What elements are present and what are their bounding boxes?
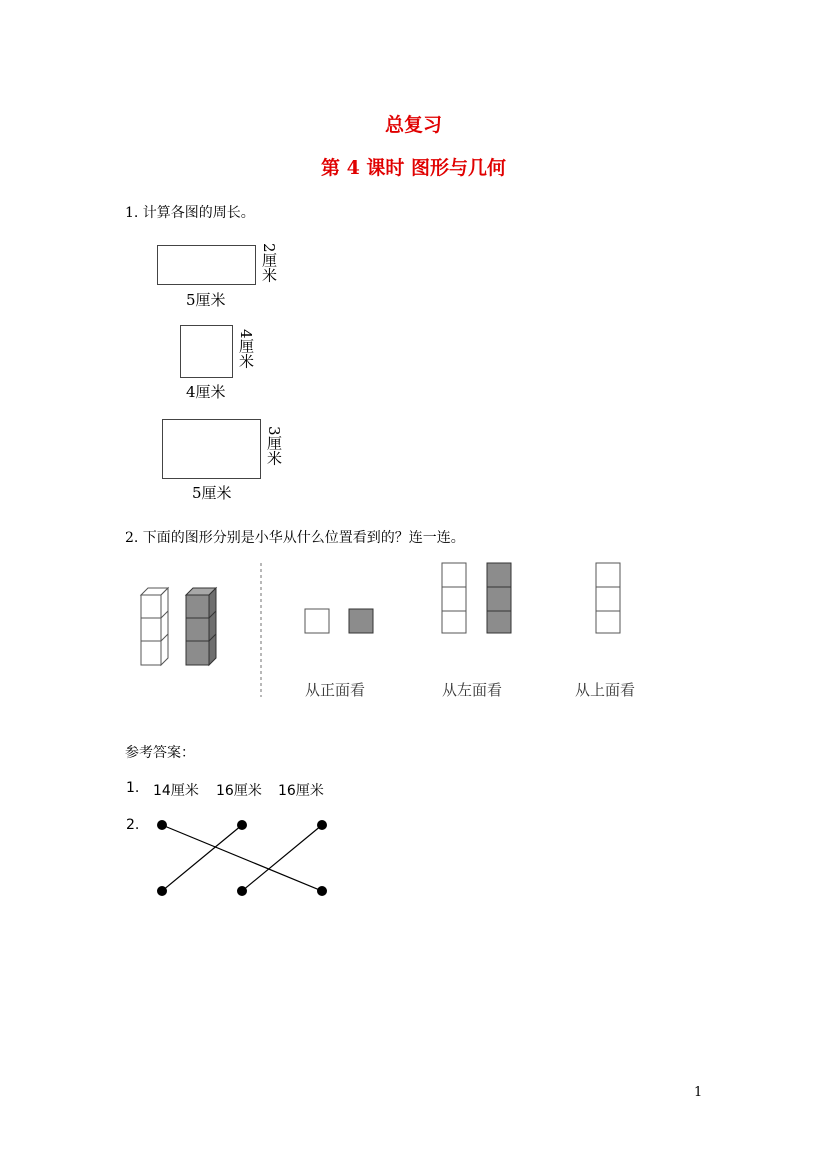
rectangle-1 <box>157 245 256 285</box>
question-1-label: 1. 计算各图的周长。 <box>125 205 255 221</box>
front-view-gray-square <box>349 609 373 633</box>
left-view-label: 从左面看 <box>442 681 503 699</box>
match-dot <box>157 886 167 896</box>
match-dot <box>237 820 247 830</box>
square-height-label: 4厘米 <box>237 329 255 369</box>
match-line <box>162 825 322 891</box>
rectangle-1-height-label: 2厘米 <box>260 243 278 283</box>
match-line <box>242 825 322 891</box>
answers-heading: 参考答案： <box>125 745 195 761</box>
lesson-subtitle: 第 4 课时 图形与几何 <box>320 157 507 179</box>
page-number: 1 <box>694 1085 703 1100</box>
match-dot <box>317 886 327 896</box>
match-dot <box>317 820 327 830</box>
rectangle-3-height-label: 3厘米 <box>265 426 283 466</box>
white-cube-stack <box>141 588 168 665</box>
top-view-label: 从上面看 <box>575 681 636 699</box>
answer-1-value: 16厘米 <box>278 783 324 799</box>
left-view-gray-column <box>487 563 511 633</box>
gray-cube-stack <box>186 588 216 665</box>
answer-1-value: 14厘米 <box>153 783 199 799</box>
rectangle-1-width-label: 5厘米 <box>186 291 226 309</box>
front-view-white-square <box>305 609 329 633</box>
question-2-label: 2. 下面的图形分别是小华从什么位置看到的？连一连。 <box>125 530 465 546</box>
rectangle-3-width-label: 5厘米 <box>192 484 232 502</box>
match-dot <box>157 820 167 830</box>
front-view-label: 从正面看 <box>305 681 366 699</box>
page-title: 总复习 <box>384 114 442 136</box>
square-shape <box>180 325 233 378</box>
square-width-label: 4厘米 <box>186 383 226 401</box>
top-view-column <box>596 563 620 633</box>
matching-lines-diagram <box>150 815 340 905</box>
answer-1-value: 16厘米 <box>216 783 262 799</box>
answer-2-number: 2. <box>126 817 140 833</box>
answer-1-number: 1. <box>126 780 140 796</box>
left-view-white-column <box>442 563 466 633</box>
match-dot <box>237 886 247 896</box>
match-line <box>162 825 242 891</box>
rectangle-3 <box>162 419 261 479</box>
